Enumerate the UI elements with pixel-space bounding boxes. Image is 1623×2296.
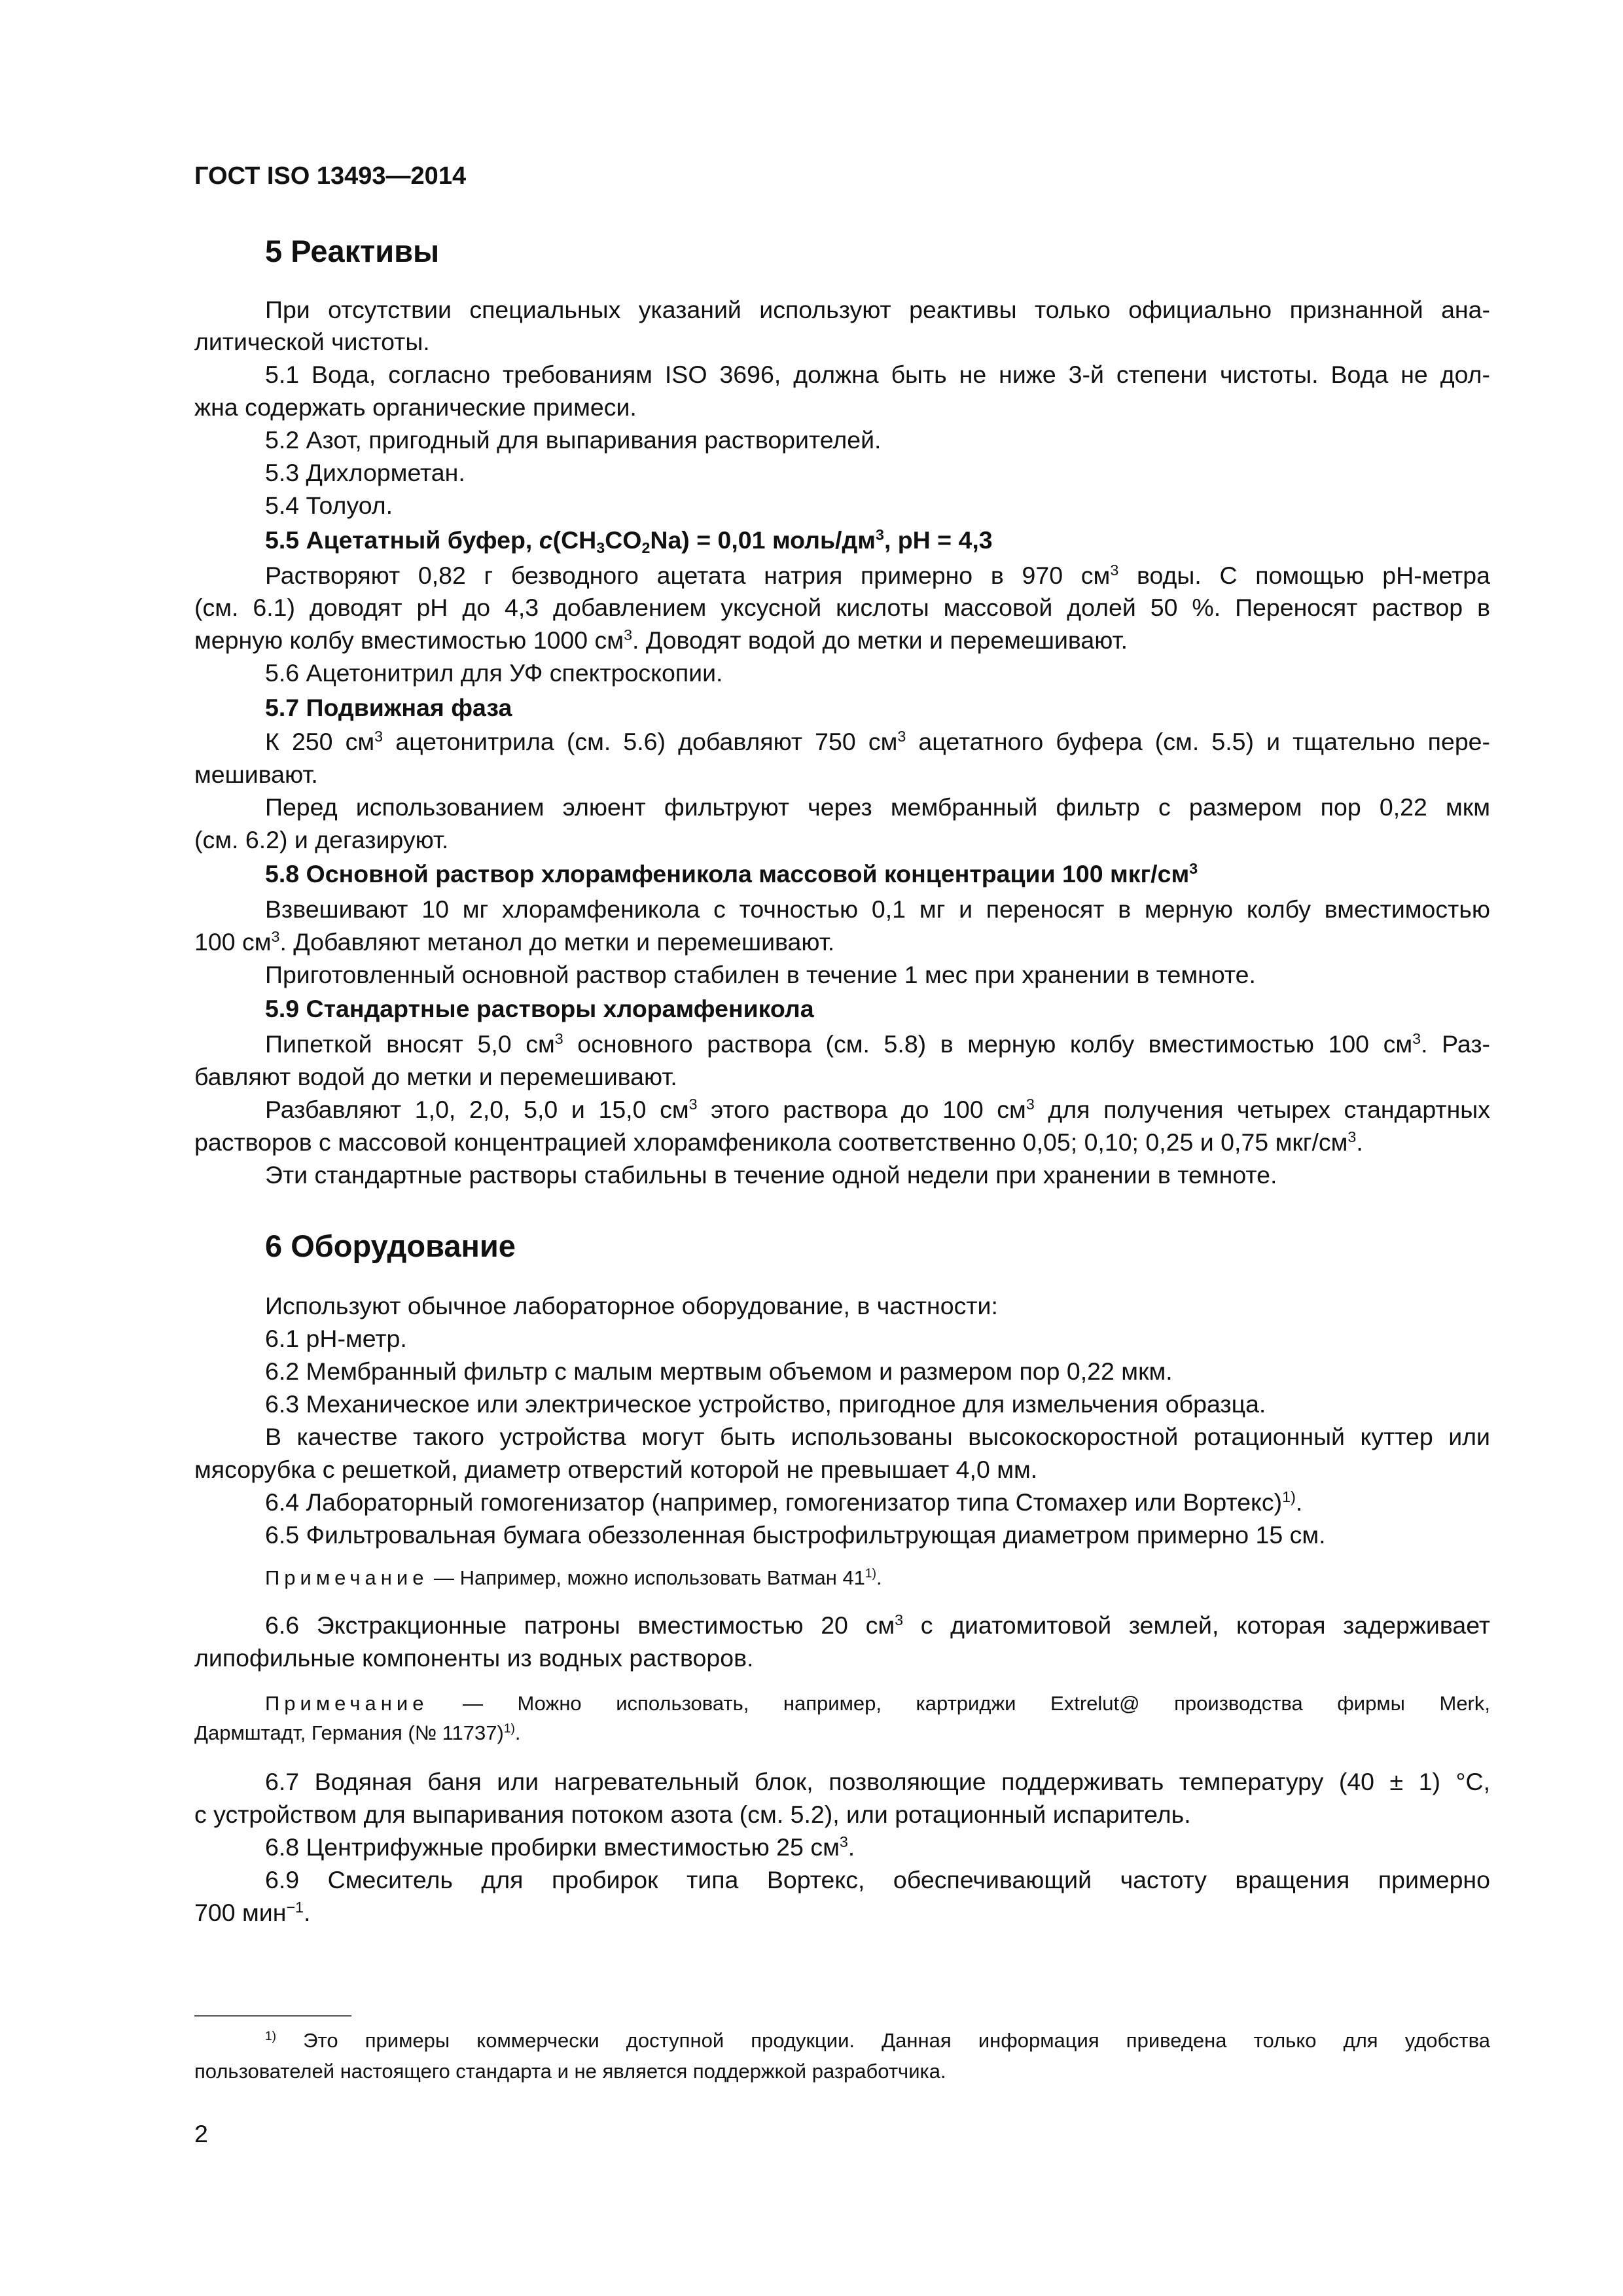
note-2-line-1: Примечание — Можно использовать, например, картриджи Extrelut@ производства фирмы Merk, xyxy=(265,1692,1490,1715)
para-5-8-line-3: Приготовленный основной раствор стабилен в течение 1 мес при хранении в темноте. xyxy=(265,961,1256,988)
para-6-6-line-2: липофильные компоненты из водных растворов. xyxy=(194,1644,754,1672)
para-5-5-line-3: мерную колбу вместимостью 1000 $см^3$. Доводят водой до метки и перемешивают. xyxy=(194,626,1128,654)
para-5-5-line-2: (см. 6.1) доводят pH до 4,3 добавлением уксусной кислоты массовой долей 50 %. Переносят раствор в xyxy=(194,594,1490,621)
para-6-9-line-1: 6.9 Смеситель для пробирок типа Вортекс, обеспечивающий частоту вращения примерно xyxy=(265,1866,1490,1893)
footnote-separator xyxy=(194,2015,351,2017)
footnote-line-2: пользователей настоящего стандарта и не является поддержкой разработчика. xyxy=(194,2060,946,2083)
para-5-7-line-3: Перед использованием элюент фильтруют через мембранный фильтр с размером пор 0,22 мкм xyxy=(265,793,1490,821)
para-5-9-line-4: растворов с массовой концентрацией хлорамфеникола соответственно 0,05; 0,10; 0,25 и 0,75 мкг/$см^3$. xyxy=(194,1128,1363,1156)
heading-5-7: 5.7 Подвижная фаза xyxy=(265,694,512,721)
para-5-6: 5.6 Ацетонитрил для УФ спектроскопии. xyxy=(265,659,723,687)
para-5-1-line-2: жна содержать органические примеси. xyxy=(194,393,637,421)
heading-5-9: 5.9 Стандартные растворы хлорамфеникола xyxy=(265,995,814,1022)
note-1: Примечание — Например, можно использовать Ватман 41$^{1)}$. xyxy=(265,1566,882,1589)
para-6-7-line-1: 6.7 Водяная баня или нагревательный блок, позволяющие поддерживать температуру (40 ± 1) °С, xyxy=(265,1768,1490,1795)
heading-5-8: 5.8 Основной раствор хлорамфеникола массовой концентрации 100 мкг/$см^3$ xyxy=(265,860,1198,888)
para-6-9-line-2: 700 мин$^{-1}$. xyxy=(194,1899,311,1926)
heading-5-5: 5.5 Ацетатный буфер, $c(CH_3CO_2Na) = 0,01$ моль/$дм^3$, pH = 4,3 xyxy=(265,526,993,556)
para-5-2: 5.2 Азот, пригодный для выпаривания растворителей. xyxy=(265,426,882,454)
para-6-2: 6.2 Мембранный фильтр с малым мертвым объемом и размером пор 0,22 мкм. xyxy=(265,1357,1173,1385)
section-5-title: 5 Реактивы xyxy=(265,234,440,268)
footnote-line-1: $^{1)}$ Это примеры коммерчески доступной продукции. Данная информация приведена только для удобства xyxy=(265,2029,1490,2052)
para-6-3b-line-2: мясорубка с решеткой, диаметр отверстий которой не превышает 4,0 мм. xyxy=(194,1456,1038,1483)
para-5-7-line-4: (см. 6.2) и дегазируют. xyxy=(194,826,449,853)
section-6-title: 6 Оборудование xyxy=(265,1229,516,1263)
intro-line-1: При отсутствии специальных указаний используют реактивы только официально признанной ана- xyxy=(265,296,1490,323)
para-6-3: 6.3 Механическое или электрическое устройство, пригодное для измельчения образца. xyxy=(265,1390,1266,1418)
para-6-5: 6.5 Фильтровальная бумага обеззоленная быстрофильтрующая диаметром примерно 15 см. xyxy=(265,1521,1326,1549)
para-5-7-line-1: К 250 $см^3$ ацетонитрила (см. 5.6) добавляют 750 $см^3$ ацетатного буфера (см. 5.5) и тщательно пере- xyxy=(265,728,1491,755)
para-6-3b-line-1: В качестве такого устройства могут быть использованы высокоскоростной ротационный куттер или xyxy=(265,1423,1490,1450)
para-5-9-line-5: Эти стандартные растворы стабильны в течение одной недели при хранении в темноте. xyxy=(265,1161,1277,1189)
para-5-9-line-2: бавляют водой до метки и перемешивают. xyxy=(194,1063,677,1090)
para-6-7-line-2: с устройством для выпаривания потоком азота (см. 5.2), или ротационный испаритель. xyxy=(194,1801,1191,1828)
note-2-line-2: Дармштадт, Германия (№ 11737)$^{1)}$. xyxy=(194,1721,521,1744)
para-5-8-line-2: 100 $см^3$. Добавляют метанол до метки и перемешивают. xyxy=(194,928,835,956)
para-6-8: 6.8 Центрифужные пробирки вместимостью 25 $см^3$. xyxy=(265,1833,855,1861)
document-header: ГОСТ ISO 13493—2014 xyxy=(194,162,467,190)
para-5-8-line-1: Взвешивают 10 мг хлорамфеникола с точностью 0,1 мг и переносят в мерную колбу вместимостью xyxy=(265,895,1490,923)
page-number: 2 xyxy=(194,2120,208,2147)
para-5-9-line-1: Пипеткой вносят 5,0 $см^3$ основного раствора (см. 5.8) в мерную колбу вместимостью 100 $см^3$. Раз- xyxy=(265,1030,1490,1058)
intro-line-2: литической чистоты. xyxy=(194,328,430,355)
para-5-9-line-3: Разбавляют 1,0, 2,0, 5,0 и 15,0 $см^3$ этого раствора до 100 $см^3$ для получения четырех стандартных xyxy=(265,1096,1490,1123)
para-6-6-line-1: 6.6 Экстракционные патроны вместимостью 20 $см^3$ с диатомитовой землей, которая задерживает xyxy=(265,1611,1490,1639)
para-5-1-line-1: 5.1 Вода, согласно требованиям ISO 3696, должна быть не ниже 3-й степени чистоты. Вода не дол- xyxy=(265,361,1490,388)
section-6-intro: Используют обычное лабораторное оборудование, в частности: xyxy=(265,1292,998,1319)
para-6-4: 6.4 Лабораторный гомогенизатор (например, гомогенизатор типа Стомахер или Вортекс)$^{1)}$. xyxy=(265,1488,1303,1516)
para-5-7-line-2: мешивают. xyxy=(194,761,318,788)
para-5-5-line-1: Растворяют 0,82 г безводного ацетата натрия примерно в 970 $см^3$ воды. С помощью pH-метра xyxy=(265,562,1490,589)
para-5-3: 5.3 Дихлорметан. xyxy=(265,459,465,486)
para-5-4: 5.4 Толуол. xyxy=(265,492,393,519)
para-6-1: 6.1 pH-метр. xyxy=(265,1325,407,1352)
